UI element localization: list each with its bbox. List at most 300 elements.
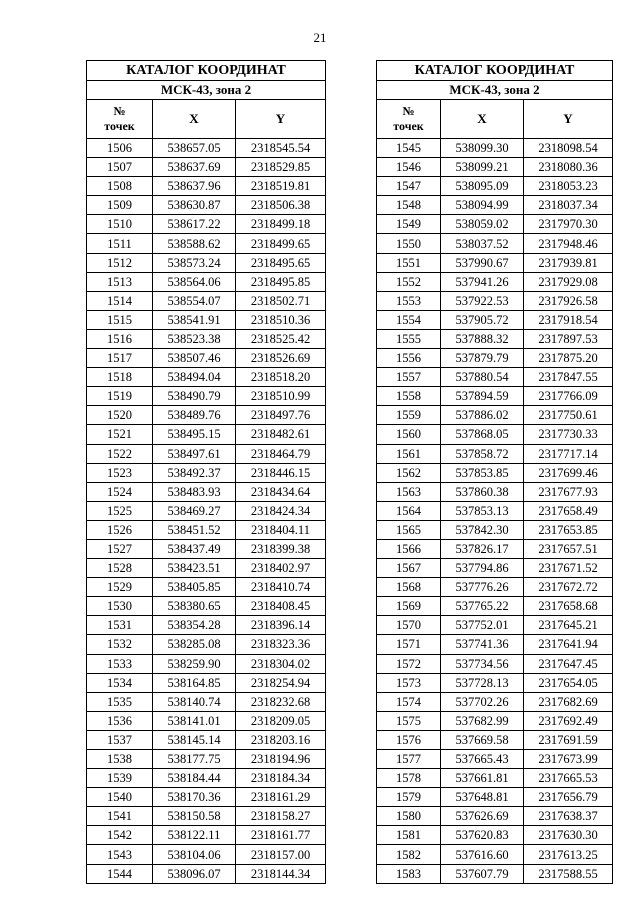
table-row <box>377 482 613 501</box>
point-number-cell: 1545 <box>377 139 441 158</box>
y-coordinate-cell: 2317939.81 <box>524 253 613 272</box>
table-row <box>87 750 326 769</box>
x-coordinate-cell: 537702.26 <box>441 692 524 711</box>
x-coordinate-cell: 537752.01 <box>441 616 524 635</box>
y-coordinate-cell: 2318158.27 <box>236 807 326 826</box>
x-coordinate-cell: 537682.99 <box>441 711 524 730</box>
x-column-header: X <box>441 100 524 139</box>
point-number-cell: 1527 <box>87 539 153 558</box>
y-coordinate-cell: 2317766.09 <box>524 387 613 406</box>
y-coordinate-cell: 2318495.85 <box>236 272 326 291</box>
y-coordinate-cell: 2317658.68 <box>524 597 613 616</box>
catalog-subtitle: МСК-43, зона 2 <box>87 81 326 100</box>
point-number-cell: 1572 <box>377 654 441 673</box>
x-coordinate-cell: 537990.67 <box>441 253 524 272</box>
table-row <box>87 520 326 539</box>
point-number-cell: 1543 <box>87 845 153 864</box>
table-row <box>377 578 613 597</box>
x-coordinate-cell: 538637.96 <box>153 177 236 196</box>
y-coordinate-cell: 2317948.46 <box>524 234 613 253</box>
y-coordinate-cell: 2318399.38 <box>236 539 326 558</box>
point-number-cell: 1581 <box>377 826 441 845</box>
point-number-cell: 1512 <box>87 253 153 272</box>
x-coordinate-cell: 538122.11 <box>153 826 236 845</box>
coordinate-catalog-left <box>86 60 326 884</box>
x-coordinate-cell: 537669.58 <box>441 730 524 749</box>
y-coordinate-cell: 2318408.45 <box>236 597 326 616</box>
y-coordinate-cell: 2318053.23 <box>524 177 613 196</box>
y-coordinate-cell: 2318161.29 <box>236 788 326 807</box>
x-column-header: X <box>153 100 236 139</box>
x-coordinate-cell: 538259.90 <box>153 654 236 673</box>
point-number-cell: 1565 <box>377 520 441 539</box>
x-coordinate-cell: 538354.28 <box>153 616 236 635</box>
point-number-cell: 1509 <box>87 196 153 215</box>
table-row <box>377 750 613 769</box>
x-coordinate-cell: 538564.06 <box>153 272 236 291</box>
table-row <box>377 406 613 425</box>
y-coordinate-cell: 2317682.69 <box>524 692 613 711</box>
x-coordinate-cell: 538094.99 <box>441 196 524 215</box>
table-row <box>377 349 613 368</box>
point-number-cell: 1514 <box>87 291 153 310</box>
x-coordinate-cell: 537860.38 <box>441 482 524 501</box>
point-number-cell: 1564 <box>377 501 441 520</box>
x-coordinate-cell: 537879.79 <box>441 349 524 368</box>
point-number-cell: 1517 <box>87 349 153 368</box>
y-coordinate-cell: 2318526.69 <box>236 349 326 368</box>
table-row <box>87 139 326 158</box>
point-number-cell: 1577 <box>377 750 441 769</box>
y-coordinate-cell: 2318482.61 <box>236 425 326 444</box>
x-coordinate-cell: 538507.46 <box>153 349 236 368</box>
table-row <box>377 139 613 158</box>
x-coordinate-cell: 537765.22 <box>441 597 524 616</box>
table-row <box>377 597 613 616</box>
catalog-title: КАТАЛОГ КООРДИНАТ <box>87 61 326 81</box>
table-row <box>87 215 326 234</box>
point-number-header-label: точек <box>104 119 135 133</box>
x-coordinate-cell: 538095.09 <box>441 177 524 196</box>
y-coordinate-cell: 2318518.20 <box>236 368 326 387</box>
table-row <box>87 730 326 749</box>
point-number-header-label: точек <box>393 119 424 133</box>
x-coordinate-cell: 537868.05 <box>441 425 524 444</box>
point-number-cell: 1533 <box>87 654 153 673</box>
point-number-cell: 1550 <box>377 234 441 253</box>
point-number-cell: 1541 <box>87 807 153 826</box>
table-row <box>377 730 613 749</box>
catalog-subtitle: МСК-43, зона 2 <box>377 81 613 100</box>
x-coordinate-cell: 538285.08 <box>153 635 236 654</box>
table-row <box>377 520 613 539</box>
y-coordinate-cell: 2318506.38 <box>236 196 326 215</box>
point-number-cell: 1522 <box>87 444 153 463</box>
x-coordinate-cell: 538059.02 <box>441 215 524 234</box>
x-coordinate-cell: 538495.15 <box>153 425 236 444</box>
point-number-cell: 1529 <box>87 578 153 597</box>
y-coordinate-cell: 2317638.37 <box>524 807 613 826</box>
point-number-cell: 1525 <box>87 501 153 520</box>
point-number-cell: 1535 <box>87 692 153 711</box>
table-row <box>87 559 326 578</box>
point-number-cell: 1552 <box>377 272 441 291</box>
table-row <box>377 673 613 692</box>
y-coordinate-cell: 2318424.34 <box>236 501 326 520</box>
table-row <box>87 444 326 463</box>
table-row <box>377 788 613 807</box>
point-number-cell: 1530 <box>87 597 153 616</box>
x-coordinate-cell: 538104.06 <box>153 845 236 864</box>
y-coordinate-cell: 2317653.85 <box>524 520 613 539</box>
table-row <box>377 463 613 482</box>
table-row <box>377 711 613 730</box>
point-number-cell: 1547 <box>377 177 441 196</box>
table-row <box>377 425 613 444</box>
point-number-cell: 1558 <box>377 387 441 406</box>
x-coordinate-cell: 538099.30 <box>441 139 524 158</box>
y-coordinate-cell: 2318404.11 <box>236 520 326 539</box>
x-coordinate-cell: 537888.32 <box>441 329 524 348</box>
point-number-cell: 1582 <box>377 845 441 864</box>
y-coordinate-cell: 2317665.53 <box>524 769 613 788</box>
table-row <box>377 559 613 578</box>
y-coordinate-cell: 2318161.77 <box>236 826 326 845</box>
table-row <box>87 158 326 177</box>
x-coordinate-cell: 537665.43 <box>441 750 524 769</box>
table-row <box>87 692 326 711</box>
x-coordinate-cell: 537853.13 <box>441 501 524 520</box>
x-coordinate-cell: 537616.60 <box>441 845 524 864</box>
table-row <box>377 158 613 177</box>
x-coordinate-cell: 538405.85 <box>153 578 236 597</box>
point-number-header-symbol: № <box>113 104 126 118</box>
point-number-cell: 1531 <box>87 616 153 635</box>
point-number-cell: 1555 <box>377 329 441 348</box>
table-row <box>87 597 326 616</box>
table-row <box>87 272 326 291</box>
y-coordinate-cell: 2317647.45 <box>524 654 613 673</box>
table-row <box>87 196 326 215</box>
y-coordinate-cell: 2317673.99 <box>524 750 613 769</box>
catalog-rows-left <box>87 139 326 884</box>
table-row <box>87 368 326 387</box>
x-coordinate-cell: 537922.53 <box>441 291 524 310</box>
table-row <box>87 501 326 520</box>
point-number-cell: 1524 <box>87 482 153 501</box>
y-coordinate-cell: 2318254.94 <box>236 673 326 692</box>
point-number-cell: 1568 <box>377 578 441 597</box>
table-row <box>87 578 326 597</box>
table-row <box>377 864 613 883</box>
x-coordinate-cell: 538145.14 <box>153 730 236 749</box>
point-number-cell: 1511 <box>87 234 153 253</box>
table-row <box>377 310 613 329</box>
table-row <box>87 673 326 692</box>
table-row <box>377 368 613 387</box>
x-coordinate-cell: 537853.85 <box>441 463 524 482</box>
point-number-cell: 1553 <box>377 291 441 310</box>
page-number: 21 <box>313 30 327 45</box>
point-number-cell: 1567 <box>377 559 441 578</box>
x-coordinate-cell: 538483.93 <box>153 482 236 501</box>
x-coordinate-cell: 537894.59 <box>441 387 524 406</box>
table-row <box>377 196 613 215</box>
y-coordinate-cell: 2317699.46 <box>524 463 613 482</box>
y-coordinate-cell: 2318396.14 <box>236 616 326 635</box>
x-coordinate-cell: 538096.07 <box>153 864 236 883</box>
x-coordinate-cell: 538523.38 <box>153 329 236 348</box>
point-number-header <box>87 100 153 139</box>
x-coordinate-cell: 538099.21 <box>441 158 524 177</box>
x-coordinate-cell: 537880.54 <box>441 368 524 387</box>
x-coordinate-cell: 537728.13 <box>441 673 524 692</box>
table-row <box>87 349 326 368</box>
x-coordinate-cell: 538497.61 <box>153 444 236 463</box>
x-coordinate-cell: 537648.81 <box>441 788 524 807</box>
y-coordinate-cell: 2317730.33 <box>524 425 613 444</box>
table-row <box>87 406 326 425</box>
point-number-cell: 1520 <box>87 406 153 425</box>
y-coordinate-cell: 2317750.61 <box>524 406 613 425</box>
point-number-cell: 1515 <box>87 310 153 329</box>
point-number-cell: 1554 <box>377 310 441 329</box>
point-number-cell: 1532 <box>87 635 153 654</box>
point-number-cell: 1534 <box>87 673 153 692</box>
y-coordinate-cell: 2318203.16 <box>236 730 326 749</box>
point-number-cell: 1548 <box>377 196 441 215</box>
point-number-cell: 1579 <box>377 788 441 807</box>
x-coordinate-cell: 538423.51 <box>153 559 236 578</box>
x-coordinate-cell: 537941.26 <box>441 272 524 291</box>
x-coordinate-cell: 538177.75 <box>153 750 236 769</box>
table-row <box>377 616 613 635</box>
point-number-cell: 1571 <box>377 635 441 654</box>
point-number-cell: 1560 <box>377 425 441 444</box>
x-coordinate-cell: 538657.05 <box>153 139 236 158</box>
table-row <box>87 425 326 444</box>
y-coordinate-cell: 2317717.14 <box>524 444 613 463</box>
y-coordinate-cell: 2318209.05 <box>236 711 326 730</box>
table-row <box>377 539 613 558</box>
point-number-cell: 1574 <box>377 692 441 711</box>
point-number-header-symbol: № <box>402 104 415 118</box>
point-number-cell: 1516 <box>87 329 153 348</box>
y-coordinate-cell: 2317926.58 <box>524 291 613 310</box>
point-number-cell: 1507 <box>87 158 153 177</box>
x-coordinate-cell: 538588.62 <box>153 234 236 253</box>
point-number-cell: 1518 <box>87 368 153 387</box>
point-number-cell: 1513 <box>87 272 153 291</box>
y-coordinate-cell: 2318144.34 <box>236 864 326 883</box>
x-coordinate-cell: 538380.65 <box>153 597 236 616</box>
y-coordinate-cell: 2317929.08 <box>524 272 613 291</box>
x-coordinate-cell: 537741.36 <box>441 635 524 654</box>
table-row <box>377 329 613 348</box>
y-coordinate-cell: 2318519.81 <box>236 177 326 196</box>
table-row <box>377 845 613 864</box>
table-row <box>377 215 613 234</box>
y-coordinate-cell: 2318510.36 <box>236 310 326 329</box>
y-coordinate-cell: 2317691.59 <box>524 730 613 749</box>
y-coordinate-cell: 2318080.36 <box>524 158 613 177</box>
table-row <box>87 711 326 730</box>
x-coordinate-cell: 538437.49 <box>153 539 236 558</box>
table-row <box>377 444 613 463</box>
point-number-cell: 1510 <box>87 215 153 234</box>
y-coordinate-cell: 2317672.72 <box>524 578 613 597</box>
point-number-cell: 1539 <box>87 769 153 788</box>
y-coordinate-cell: 2318529.85 <box>236 158 326 177</box>
y-coordinate-cell: 2318464.79 <box>236 444 326 463</box>
x-coordinate-cell: 537776.26 <box>441 578 524 597</box>
table-row <box>377 253 613 272</box>
x-coordinate-cell: 537858.72 <box>441 444 524 463</box>
point-number-cell: 1538 <box>87 750 153 769</box>
x-coordinate-cell: 537905.72 <box>441 310 524 329</box>
table-row <box>87 826 326 845</box>
y-coordinate-cell: 2318157.00 <box>236 845 326 864</box>
y-coordinate-cell: 2317656.79 <box>524 788 613 807</box>
y-coordinate-cell: 2318545.54 <box>236 139 326 158</box>
point-number-cell: 1566 <box>377 539 441 558</box>
y-coordinate-cell: 2318499.65 <box>236 234 326 253</box>
y-coordinate-cell: 2317970.30 <box>524 215 613 234</box>
x-coordinate-cell: 538037.52 <box>441 234 524 253</box>
point-number-cell: 1557 <box>377 368 441 387</box>
point-number-cell: 1569 <box>377 597 441 616</box>
table-row <box>377 807 613 826</box>
y-coordinate-cell: 2318184.34 <box>236 769 326 788</box>
y-coordinate-cell: 2317875.20 <box>524 349 613 368</box>
catalog-title: КАТАЛОГ КООРДИНАТ <box>377 61 613 81</box>
point-number-cell: 1573 <box>377 673 441 692</box>
x-coordinate-cell: 538170.36 <box>153 788 236 807</box>
x-coordinate-cell: 538573.24 <box>153 253 236 272</box>
x-coordinate-cell: 537620.83 <box>441 826 524 845</box>
x-coordinate-cell: 538490.79 <box>153 387 236 406</box>
point-number-cell: 1536 <box>87 711 153 730</box>
point-number-cell: 1576 <box>377 730 441 749</box>
table-row <box>87 253 326 272</box>
point-number-cell: 1519 <box>87 387 153 406</box>
x-coordinate-cell: 538184.44 <box>153 769 236 788</box>
table-row <box>87 654 326 673</box>
y-coordinate-cell: 2317658.49 <box>524 501 613 520</box>
x-coordinate-cell: 538489.76 <box>153 406 236 425</box>
point-number-cell: 1559 <box>377 406 441 425</box>
x-coordinate-cell: 538150.58 <box>153 807 236 826</box>
table-row <box>87 291 326 310</box>
table-row <box>87 864 326 883</box>
x-coordinate-cell: 537734.56 <box>441 654 524 673</box>
coordinate-catalog-right <box>376 60 613 884</box>
point-number-cell: 1508 <box>87 177 153 196</box>
y-coordinate-cell: 2318098.54 <box>524 139 613 158</box>
x-coordinate-cell: 538637.69 <box>153 158 236 177</box>
point-number-cell: 1556 <box>377 349 441 368</box>
point-number-cell: 1521 <box>87 425 153 444</box>
table-row <box>87 482 326 501</box>
point-number-cell: 1563 <box>377 482 441 501</box>
x-coordinate-cell: 537826.17 <box>441 539 524 558</box>
y-coordinate-cell: 2318446.15 <box>236 463 326 482</box>
y-column-header: Y <box>236 100 326 139</box>
y-coordinate-cell: 2317588.55 <box>524 864 613 883</box>
table-row <box>87 845 326 864</box>
table-row <box>87 635 326 654</box>
table-row <box>87 807 326 826</box>
y-column-header: Y <box>524 100 613 139</box>
x-coordinate-cell: 538492.37 <box>153 463 236 482</box>
x-coordinate-cell: 538541.91 <box>153 310 236 329</box>
catalog-rows-right <box>377 139 613 884</box>
y-coordinate-cell: 2318402.97 <box>236 559 326 578</box>
y-coordinate-cell: 2317613.25 <box>524 845 613 864</box>
x-coordinate-cell: 538494.04 <box>153 368 236 387</box>
point-number-cell: 1570 <box>377 616 441 635</box>
y-coordinate-cell: 2318323.36 <box>236 635 326 654</box>
y-coordinate-cell: 2318304.02 <box>236 654 326 673</box>
point-number-cell: 1506 <box>87 139 153 158</box>
x-coordinate-cell: 538451.52 <box>153 520 236 539</box>
point-number-cell: 1540 <box>87 788 153 807</box>
x-coordinate-cell: 537626.69 <box>441 807 524 826</box>
point-number-cell: 1551 <box>377 253 441 272</box>
point-number-cell: 1542 <box>87 826 153 845</box>
y-coordinate-cell: 2318037.34 <box>524 196 613 215</box>
table-row <box>87 788 326 807</box>
table-row <box>377 654 613 673</box>
y-coordinate-cell: 2318232.68 <box>236 692 326 711</box>
x-coordinate-cell: 537661.81 <box>441 769 524 788</box>
table-row <box>87 329 326 348</box>
point-number-cell: 1562 <box>377 463 441 482</box>
y-coordinate-cell: 2317847.55 <box>524 368 613 387</box>
table-row <box>87 539 326 558</box>
x-coordinate-cell: 537886.02 <box>441 406 524 425</box>
y-coordinate-cell: 2317641.94 <box>524 635 613 654</box>
table-row <box>377 177 613 196</box>
x-coordinate-cell: 538140.74 <box>153 692 236 711</box>
table-row <box>377 769 613 788</box>
point-number-cell: 1549 <box>377 215 441 234</box>
y-coordinate-cell: 2317897.53 <box>524 329 613 348</box>
y-coordinate-cell: 2318497.76 <box>236 406 326 425</box>
table-row <box>377 234 613 253</box>
table-row <box>377 387 613 406</box>
x-coordinate-cell: 538617.22 <box>153 215 236 234</box>
y-coordinate-cell: 2318510.99 <box>236 387 326 406</box>
x-coordinate-cell: 538164.85 <box>153 673 236 692</box>
table-row <box>377 635 613 654</box>
y-coordinate-cell: 2317657.51 <box>524 539 613 558</box>
x-coordinate-cell: 538554.07 <box>153 291 236 310</box>
point-number-cell: 1561 <box>377 444 441 463</box>
y-coordinate-cell: 2318525.42 <box>236 329 326 348</box>
x-coordinate-cell: 538141.01 <box>153 711 236 730</box>
table-row <box>87 387 326 406</box>
table-row <box>377 272 613 291</box>
table-row <box>87 177 326 196</box>
y-coordinate-cell: 2318495.65 <box>236 253 326 272</box>
y-coordinate-cell: 2317677.93 <box>524 482 613 501</box>
point-number-cell: 1580 <box>377 807 441 826</box>
y-coordinate-cell: 2317692.49 <box>524 711 613 730</box>
y-coordinate-cell: 2317630.30 <box>524 826 613 845</box>
table-row <box>377 501 613 520</box>
y-coordinate-cell: 2317654.05 <box>524 673 613 692</box>
